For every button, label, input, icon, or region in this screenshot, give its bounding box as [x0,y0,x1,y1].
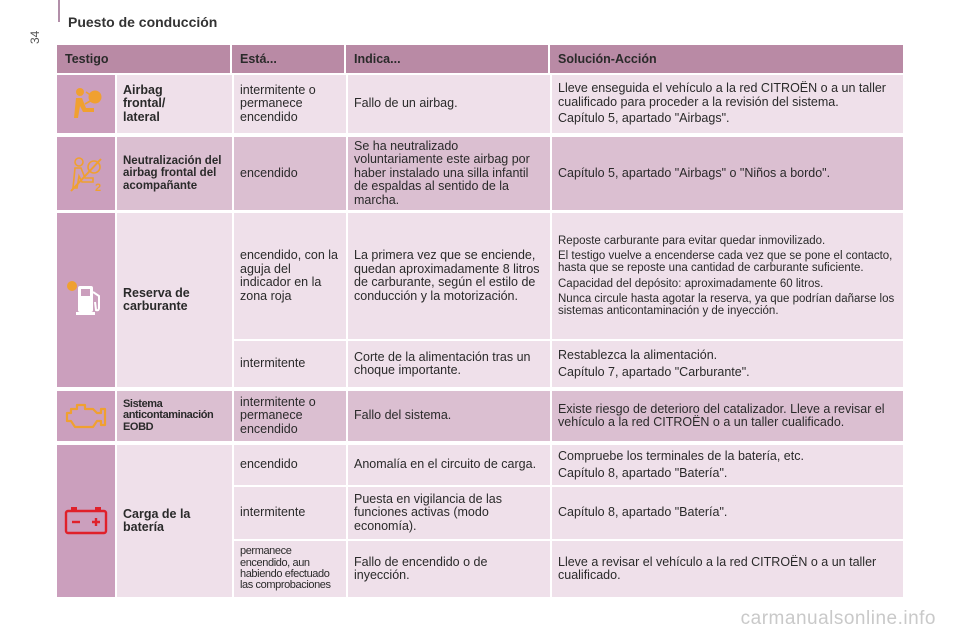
row-battery-solution-2-p1: Capítulo 8, apartado "Batería". [558,505,728,520]
row-airbag-off-indicates: Se ha neutralizado voluntariamente este airbag por haber instalado una silla infantil de espaldas al sentido de la marcha. [348,137,550,210]
row-airbag-off-solution [552,137,903,210]
row-fuel-solution-1-p1: Reposte carburante para evitar quedar inmovilizado. [558,234,826,247]
row-eobd-solution [552,391,903,441]
row-battery-indicates-3: Fallo de encendido o de inyección. [348,541,550,597]
header-indica: Indica... [346,45,548,73]
row-airbag-icon-cell [57,75,115,133]
row-eobd-icon-cell [57,391,115,441]
row-fuel-solution-1-p3: Capacidad del depósito: aproximadamente 60 litros. [558,277,824,290]
row-fuel-state-2: intermitente [234,341,346,387]
row-airbag-off-name: Neutralización del airbag frontal del acompañante [117,137,232,210]
row-fuel-indicates-2: Corte de la alimentación tras un choque importante. [348,341,550,387]
row-fuel-solution-1-p2: El testigo vuelve a encenderse cada vez que se pone el contacto, hasta que se reposte una cantidad de carburante suficiente. [558,250,893,275]
watermark: carmanualsonline.info [740,608,936,629]
row-airbag-solution-p2: Capítulo 5, apartado "Airbags". [558,111,730,126]
row-eobd-name: Sistema anticontaminación EOBD [117,391,232,441]
row-battery-state-1: encendido [234,445,346,485]
row-fuel-solution-2 [552,341,903,387]
row-battery-indicates-2: Puesta en vigilancia de las funciones activas (modo economía). [348,487,550,539]
passenger-airbag-off-icon [65,153,107,195]
row-airbag-indicates: Fallo de un airbag. [348,75,550,133]
header-solucion: Solución-Acción [550,45,903,73]
row-airbag-name-line1: Airbag [123,82,163,97]
row-airbag-state: intermitente o permanece encendido [234,75,346,133]
page-number: 34 [28,30,42,44]
row-fuel-solution-1 [552,213,903,339]
row-battery-solution-3-p1: Lleve a revisar el vehículo a la red CITROËN o a un taller cualificado. [558,554,877,582]
warning-lights-table [57,45,903,597]
row-battery-solution-1 [552,445,903,485]
row-fuel-name: Reserva de carburante [117,213,232,387]
row-fuel-state-1: encendido, con la aguja del indicador en la zona roja [234,213,346,339]
section-title: Puesto de conducción [68,14,218,30]
row-fuel-solution-1-p4: Nunca circule hasta agotar la reserva, ya que podrían dañarse los sistemas anticontaminación y de inyección. [558,292,895,317]
svg-text:2: 2 [95,181,102,194]
row-fuel-indicates-1: La primera vez que se enciende, quedan aproximadamente 8 litros de carburante, según el estilo de conducción y la motorización. [348,213,550,339]
row-fuel-solution-2-p2: Capítulo 7, apartado "Carburante". [558,364,750,379]
row-airbag-off-solution-p1: Capítulo 5, apartado "Airbags" o "Niños a bordo". [558,165,831,180]
header-esta: Está... [232,45,344,73]
row-battery-solution-1-p1: Compruebe los terminales de la batería, etc. [558,449,804,463]
row-battery-state-2: intermitente [234,487,346,539]
row-battery-solution-1-p2: Capítulo 8, apartado "Batería". [558,465,728,480]
row-battery-name: Carga de la batería [117,445,232,597]
row-airbag-solution [552,75,903,133]
header-testigo: Testigo [57,45,230,73]
row-airbag-name [117,75,232,133]
row-eobd-indicates: Fallo del sistema. [348,391,550,441]
row-fuel-solution-2-p1: Restablezca la alimentación. [558,348,718,362]
row-airbag-off-state: encendido [234,137,346,210]
row-fuel-icon-cell [57,213,115,387]
row-battery-solution-3 [552,541,903,597]
row-airbag-solution-p1: Lleve enseguida el vehículo a la red CITROËN o a un taller cualificado para proceder a la revisión del sistema. [558,81,886,109]
row-eobd-solution-p1: Existe riesgo de deterioro del catalizador. Lleve a revisar el vehículo a la red CITROËN o a un taller cualificado. [558,401,885,429]
row-airbag-off-icon-cell [57,137,115,210]
row-eobd-state: intermitente o permanece encendido [234,391,346,441]
airbag-icon [66,84,106,124]
row-battery-solution-2 [552,487,903,539]
engine-icon [63,399,109,433]
row-airbag-name-line3: lateral [123,109,160,124]
row-airbag-name-line2: frontal/ [123,96,166,111]
fuel-pump-icon [64,276,108,324]
row-battery-icon-cell [57,445,115,597]
row-battery-indicates-1: Anomalía en el circuito de carga. [348,445,550,485]
row-battery-state-3: permanece encendido, aun habiendo efectuado las comprobaciones [234,541,346,597]
battery-icon [63,505,109,537]
margin-bar [58,0,60,22]
